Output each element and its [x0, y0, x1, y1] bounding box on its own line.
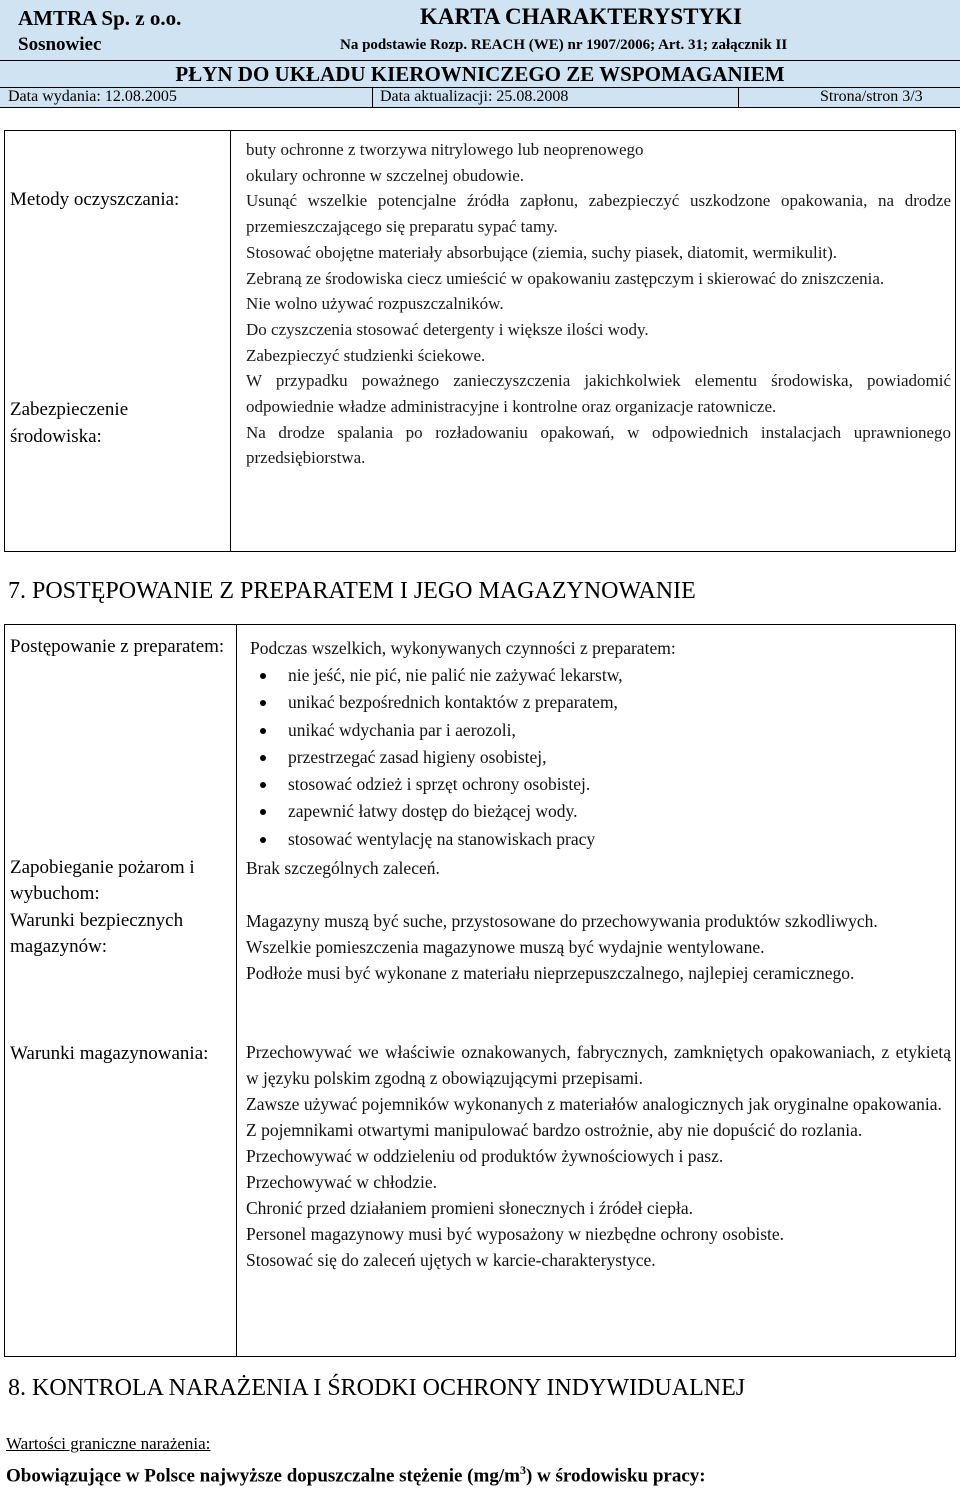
paragraph: Zawsze używać pojemników wykonanych z materiałów analogicznych jak oryginalne opakowania. — [246, 1094, 942, 1114]
paragraph: Zabezpieczyć studzienki ściekowe. — [246, 345, 486, 365]
section7-title: 7. POSTĘPOWANIE Z PREPARATEM I JEGO MAGAZYNOWANIE — [8, 578, 696, 604]
section6-text — [246, 137, 951, 471]
paragraph: Przechowywać we właściwie oznakowanych, fabrycznych, zamkniętych opakowaniach, z etykietą w języku polskim zgodną z obowiązującymi przepisami. — [246, 1042, 951, 1088]
paragraph: Przechowywać w chłodzie. — [246, 1172, 437, 1192]
company-city: Sosnowiec — [18, 34, 102, 55]
paragraph: Usunąć wszelkie potencjalne źródła zapłonu, zabezpieczyć uszkodzone opakowania, na drodze przemieszczającego się preparatu sypać tamy. — [246, 191, 951, 237]
paragraph: Stosować obojętne materiały absorbujące (ziemia, suchy piasek, diatomit, wermikulit). — [246, 242, 838, 262]
page-counter: Strona/stron 3/3 — [820, 88, 923, 105]
paragraph: Z pojemnikami otwartymi manipulować bardzo ostrożnie, aby nie dopuścić do rozlania. — [246, 1120, 863, 1140]
superscript: 3 — [519, 1463, 526, 1477]
list-item: nie jeść, nie pić, nie palić nie zażywać lekarstw, — [250, 662, 950, 689]
paragraph: Personel magazynowy musi być wyposażony w niezbędne ochrony osobiste. — [246, 1224, 785, 1244]
paragraph: Podłoże musi być wykonane z materiału nieprzepuszczalnego, najlepiej ceramicznego. — [246, 963, 855, 983]
product-name: PŁYN DO UKŁADU KIEROWNICZEGO ZE WSPOMAGANIEM — [175, 62, 785, 86]
handling-list — [250, 662, 950, 853]
label-fire-prevention: Zapobieganie pożarom i wybuchom: — [10, 857, 195, 904]
safe-storage-text — [246, 908, 951, 986]
document-title: KARTA CHARAKTERYSTYKI — [420, 4, 742, 29]
update-date: Data aktualizacji: 25.08.2008 — [380, 88, 569, 105]
paragraph: W przypadku poważnego zanieczyszczenia jakichkolwiek elementu środowiska, powiadomić odpowiednie władze administracyjne i kontrolne oraz organizacje ratownicze. — [246, 371, 951, 417]
fire-prevention-text: Brak szczególnych zaleceń. — [246, 858, 440, 878]
label-handling: Postępowanie z preparatem: — [10, 636, 225, 657]
list-item: zapewnić łatwy dostęp do bieżącej wody. — [250, 798, 950, 825]
paragraph: Nie wolno używać rozpuszczalników. — [246, 294, 504, 314]
paragraph: buty ochronne z tworzywa nitrylowego lub neoprenowego — [246, 140, 644, 159]
header-separator — [738, 87, 739, 108]
heading-text: ) w środowisku pracy: — [525, 1465, 706, 1487]
paragraph: Na drodze spalania po rozładowaniu opakowań, w odpowiednich instalacjach uprawnionego przedsiębiorstwa. — [246, 422, 951, 468]
paragraph: Zebraną ze środowiska ciecz umieścić w opakowaniu zastępczym i skierować do zniszczenia. — [246, 268, 885, 288]
list-item: stosować wentylację na stanowiskach pracy — [250, 826, 950, 853]
section7-column-divider — [236, 624, 237, 1357]
paragraph: Wszelkie pomieszczenia magazynowe muszą być wydajnie wentylowane. — [246, 937, 765, 957]
regulation-reference: Na podstawie Rozp. REACH (WE) nr 1907/2006; Art. 31; załącznik II — [340, 37, 788, 53]
heading-text: Obowiązujące w Polsce najwyższe dopuszczalne stężenie (mg/m — [6, 1465, 520, 1487]
storage-conditions-text — [246, 1039, 951, 1273]
paragraph: okulary ochronne w szczelnej obudowie. — [246, 165, 525, 185]
paragraph: Do czyszczenia stosować detergenty i większe ilości wody. — [246, 319, 649, 339]
label-environment-protection-1: Zabezpieczenie — [10, 399, 129, 420]
label-environment-protection-2: środowiska: — [10, 426, 102, 447]
paragraph: Chronić przed działaniem promieni słonecznych i źródeł ciepła. — [246, 1198, 694, 1218]
list-item: unikać bezpośrednich kontaktów z preparatem, — [250, 689, 950, 716]
section6-column-divider — [230, 130, 231, 552]
section8-title: 8. KONTROLA NARAŻENIA I ŚRODKI OCHRONY INDYWIDUALNEJ — [8, 1375, 746, 1401]
header-dates-row — [0, 88, 960, 108]
paragraph: Magazyny muszą być suche, przystosowane do przechowywania produktów szkodliwych. — [246, 911, 878, 931]
exposure-limits-label: Wartości graniczne narażenia: — [6, 1434, 211, 1453]
handling-block — [250, 635, 950, 853]
header-divider — [0, 60, 960, 61]
issue-date: Data wydania: 12.08.2005 — [8, 88, 177, 105]
handling-intro: Podczas wszelkich, wykonywanych czynności z preparatem: — [250, 638, 676, 658]
list-item: przestrzegać zasad higieny osobistej, — [250, 744, 950, 771]
list-item: unikać wdychania par i aerozoli, — [250, 717, 950, 744]
list-item: stosować odzież i sprzęt ochrony osobistej. — [250, 771, 950, 798]
company-name: AMTRA Sp. z o.o. — [18, 6, 182, 30]
paragraph: Stosować się do zaleceń ujętych w karcie-charakterystyce. — [246, 1250, 656, 1270]
paragraph: Przechowywać w oddzieleniu od produktów żywnościowych i pasz. — [246, 1146, 724, 1166]
label-cleaning-methods: Metody oczyszczania: — [10, 189, 180, 210]
document-header — [0, 0, 960, 108]
obligatory-concentration-heading — [6, 1463, 706, 1487]
label-storage-conditions: Warunki magazynowania: — [10, 1043, 209, 1064]
header-divider — [0, 107, 960, 108]
header-separator — [372, 87, 373, 108]
label-safe-storage: Warunki bezpiecznych magazynów: — [10, 910, 184, 957]
